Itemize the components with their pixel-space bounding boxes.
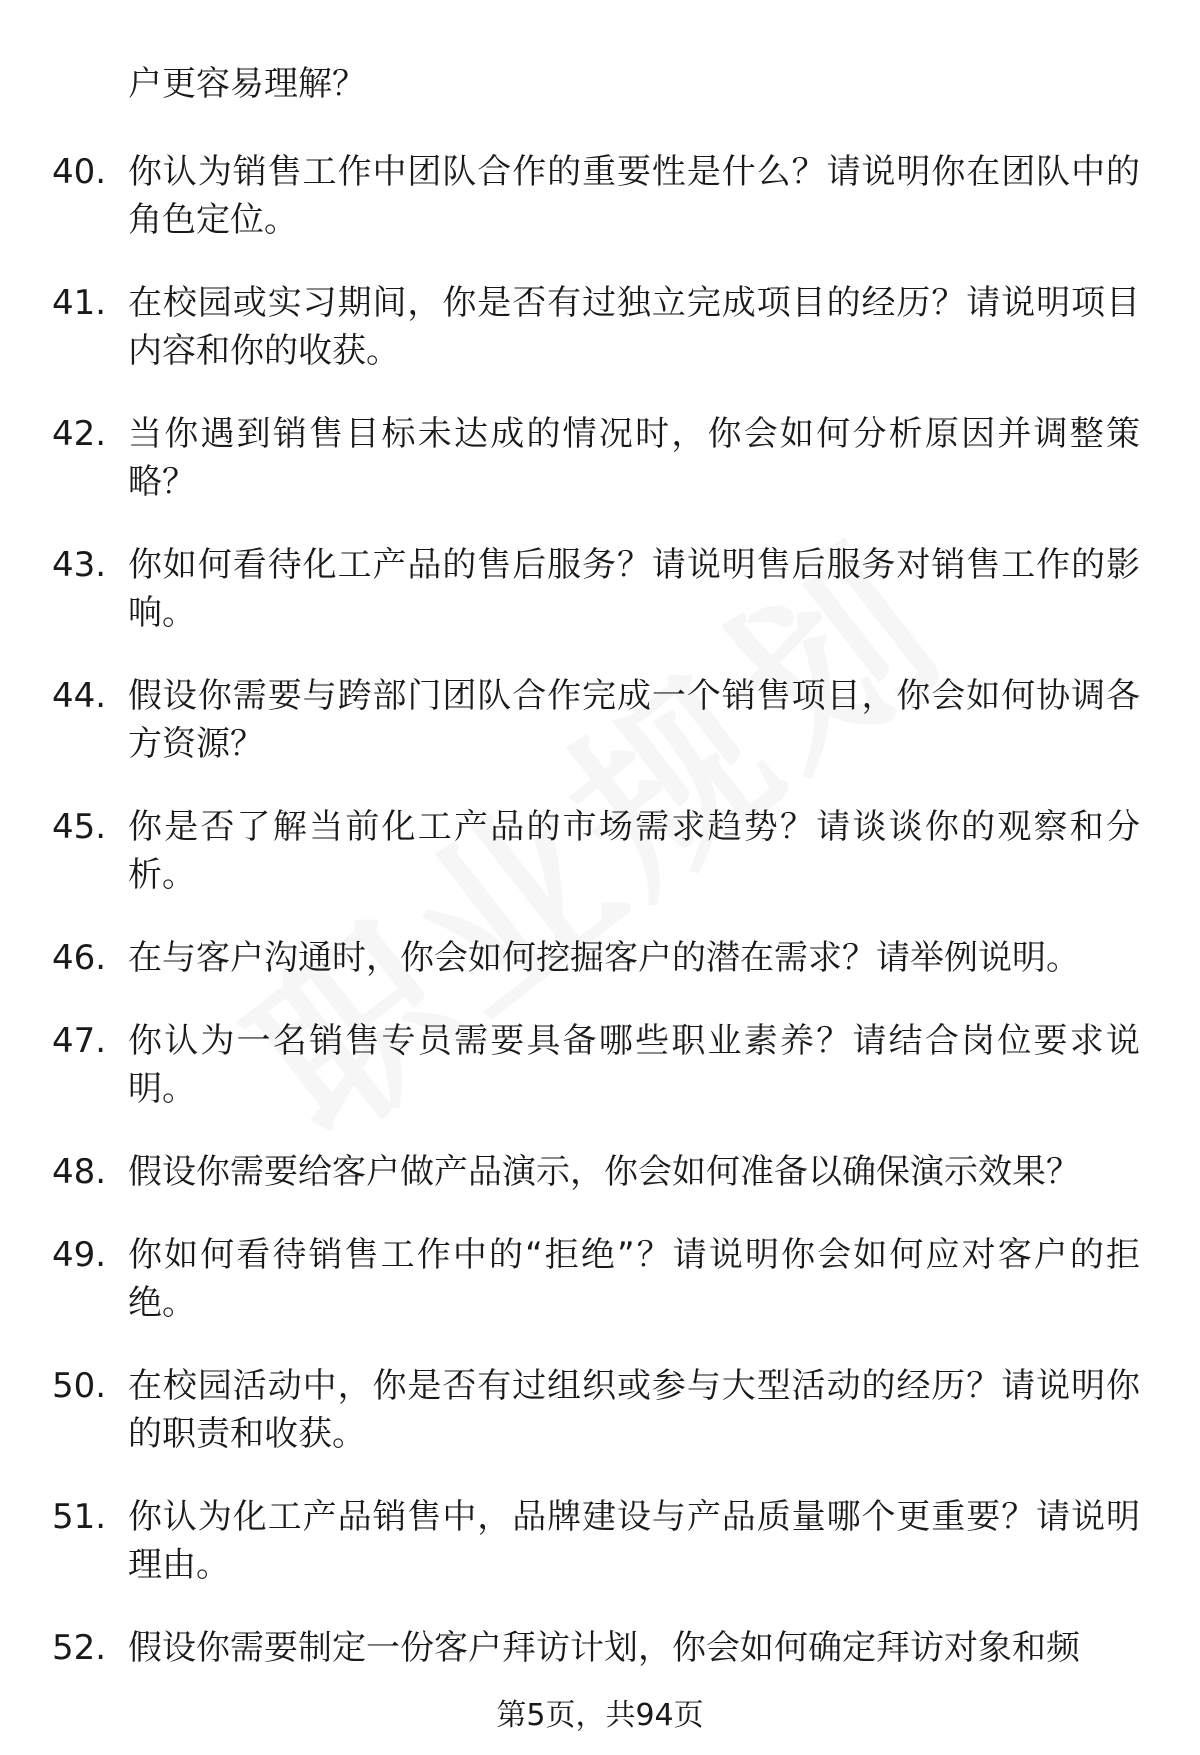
question-text: 你是否了解当前化工产品的市场需求趋势？请谈谈你的观察和分析。 <box>128 807 1140 895</box>
question-number: 45. <box>52 807 107 847</box>
question-item <box>0 1354 1200 1485</box>
question-list <box>0 140 1200 1726</box>
question-text: 你如何看待销售工作中的“拒绝”？请说明你会如何应对客户的拒绝。 <box>128 1235 1140 1323</box>
question-item <box>0 1009 1200 1140</box>
question-text: 你认为一名销售专员需要具备哪些职业素养？请结合岗位要求说明。 <box>128 1021 1140 1109</box>
question-text: 假设你需要与跨部门团队合作完成一个销售项目，你会如何协调各方资源？ <box>128 676 1140 764</box>
question-text: 你如何看待化工产品的售后服务？请说明售后服务对销售工作的影响。 <box>128 545 1140 633</box>
question-number: 44. <box>52 676 107 716</box>
question-number: 48. <box>52 1152 107 1192</box>
question-item <box>0 271 1200 402</box>
question-text: 假设你需要制定一份客户拜访计划，你会如何确定拜访对象和频 <box>128 1628 1080 1668</box>
question-number: 47. <box>52 1021 107 1061</box>
question-text: 在校园活动中，你是否有过组织或参与大型活动的经历？请说明你的职责和收获。 <box>128 1366 1140 1454</box>
question-text: 假设你需要给客户做产品演示，你会如何准备以确保演示效果？ <box>128 1152 1080 1192</box>
question-item <box>0 926 1200 1009</box>
question-number: 49. <box>52 1235 107 1275</box>
question-text: 你认为销售工作中团队合作的重要性是什么？请说明你在团队中的角色定位。 <box>128 152 1140 240</box>
question-number: 46. <box>52 938 107 978</box>
question-text: 在校园或实习期间，你是否有过独立完成项目的经历？请说明项目内容和你的收获。 <box>128 283 1140 371</box>
question-number: 42. <box>52 414 107 454</box>
question-text: 在与客户沟通时，你会如何挖掘客户的潜在需求？请举例说明。 <box>128 938 1080 978</box>
question-item <box>0 402 1200 533</box>
question-item <box>0 1223 1200 1354</box>
question-number: 43. <box>52 545 107 585</box>
question-item <box>0 664 1200 795</box>
continuation-text: 户更容易理解？ <box>128 64 366 104</box>
question-item <box>0 533 1200 664</box>
question-number: 51. <box>52 1497 107 1537</box>
question-number: 40. <box>52 152 107 192</box>
question-item <box>0 795 1200 926</box>
page-footer: 第5页，共94页 <box>496 1698 704 1733</box>
question-item <box>0 1140 1200 1223</box>
question-number: 50. <box>52 1366 107 1406</box>
question-number: 41. <box>52 283 107 323</box>
question-text: 当你遇到销售目标未达成的情况时，你会如何分析原因并调整策略？ <box>128 414 1140 502</box>
question-item <box>0 1485 1200 1616</box>
question-item <box>0 140 1200 271</box>
question-text: 你认为化工产品销售中，品牌建设与产品质量哪个更重要？请说明理由。 <box>128 1497 1140 1585</box>
question-number: 52. <box>52 1628 107 1668</box>
